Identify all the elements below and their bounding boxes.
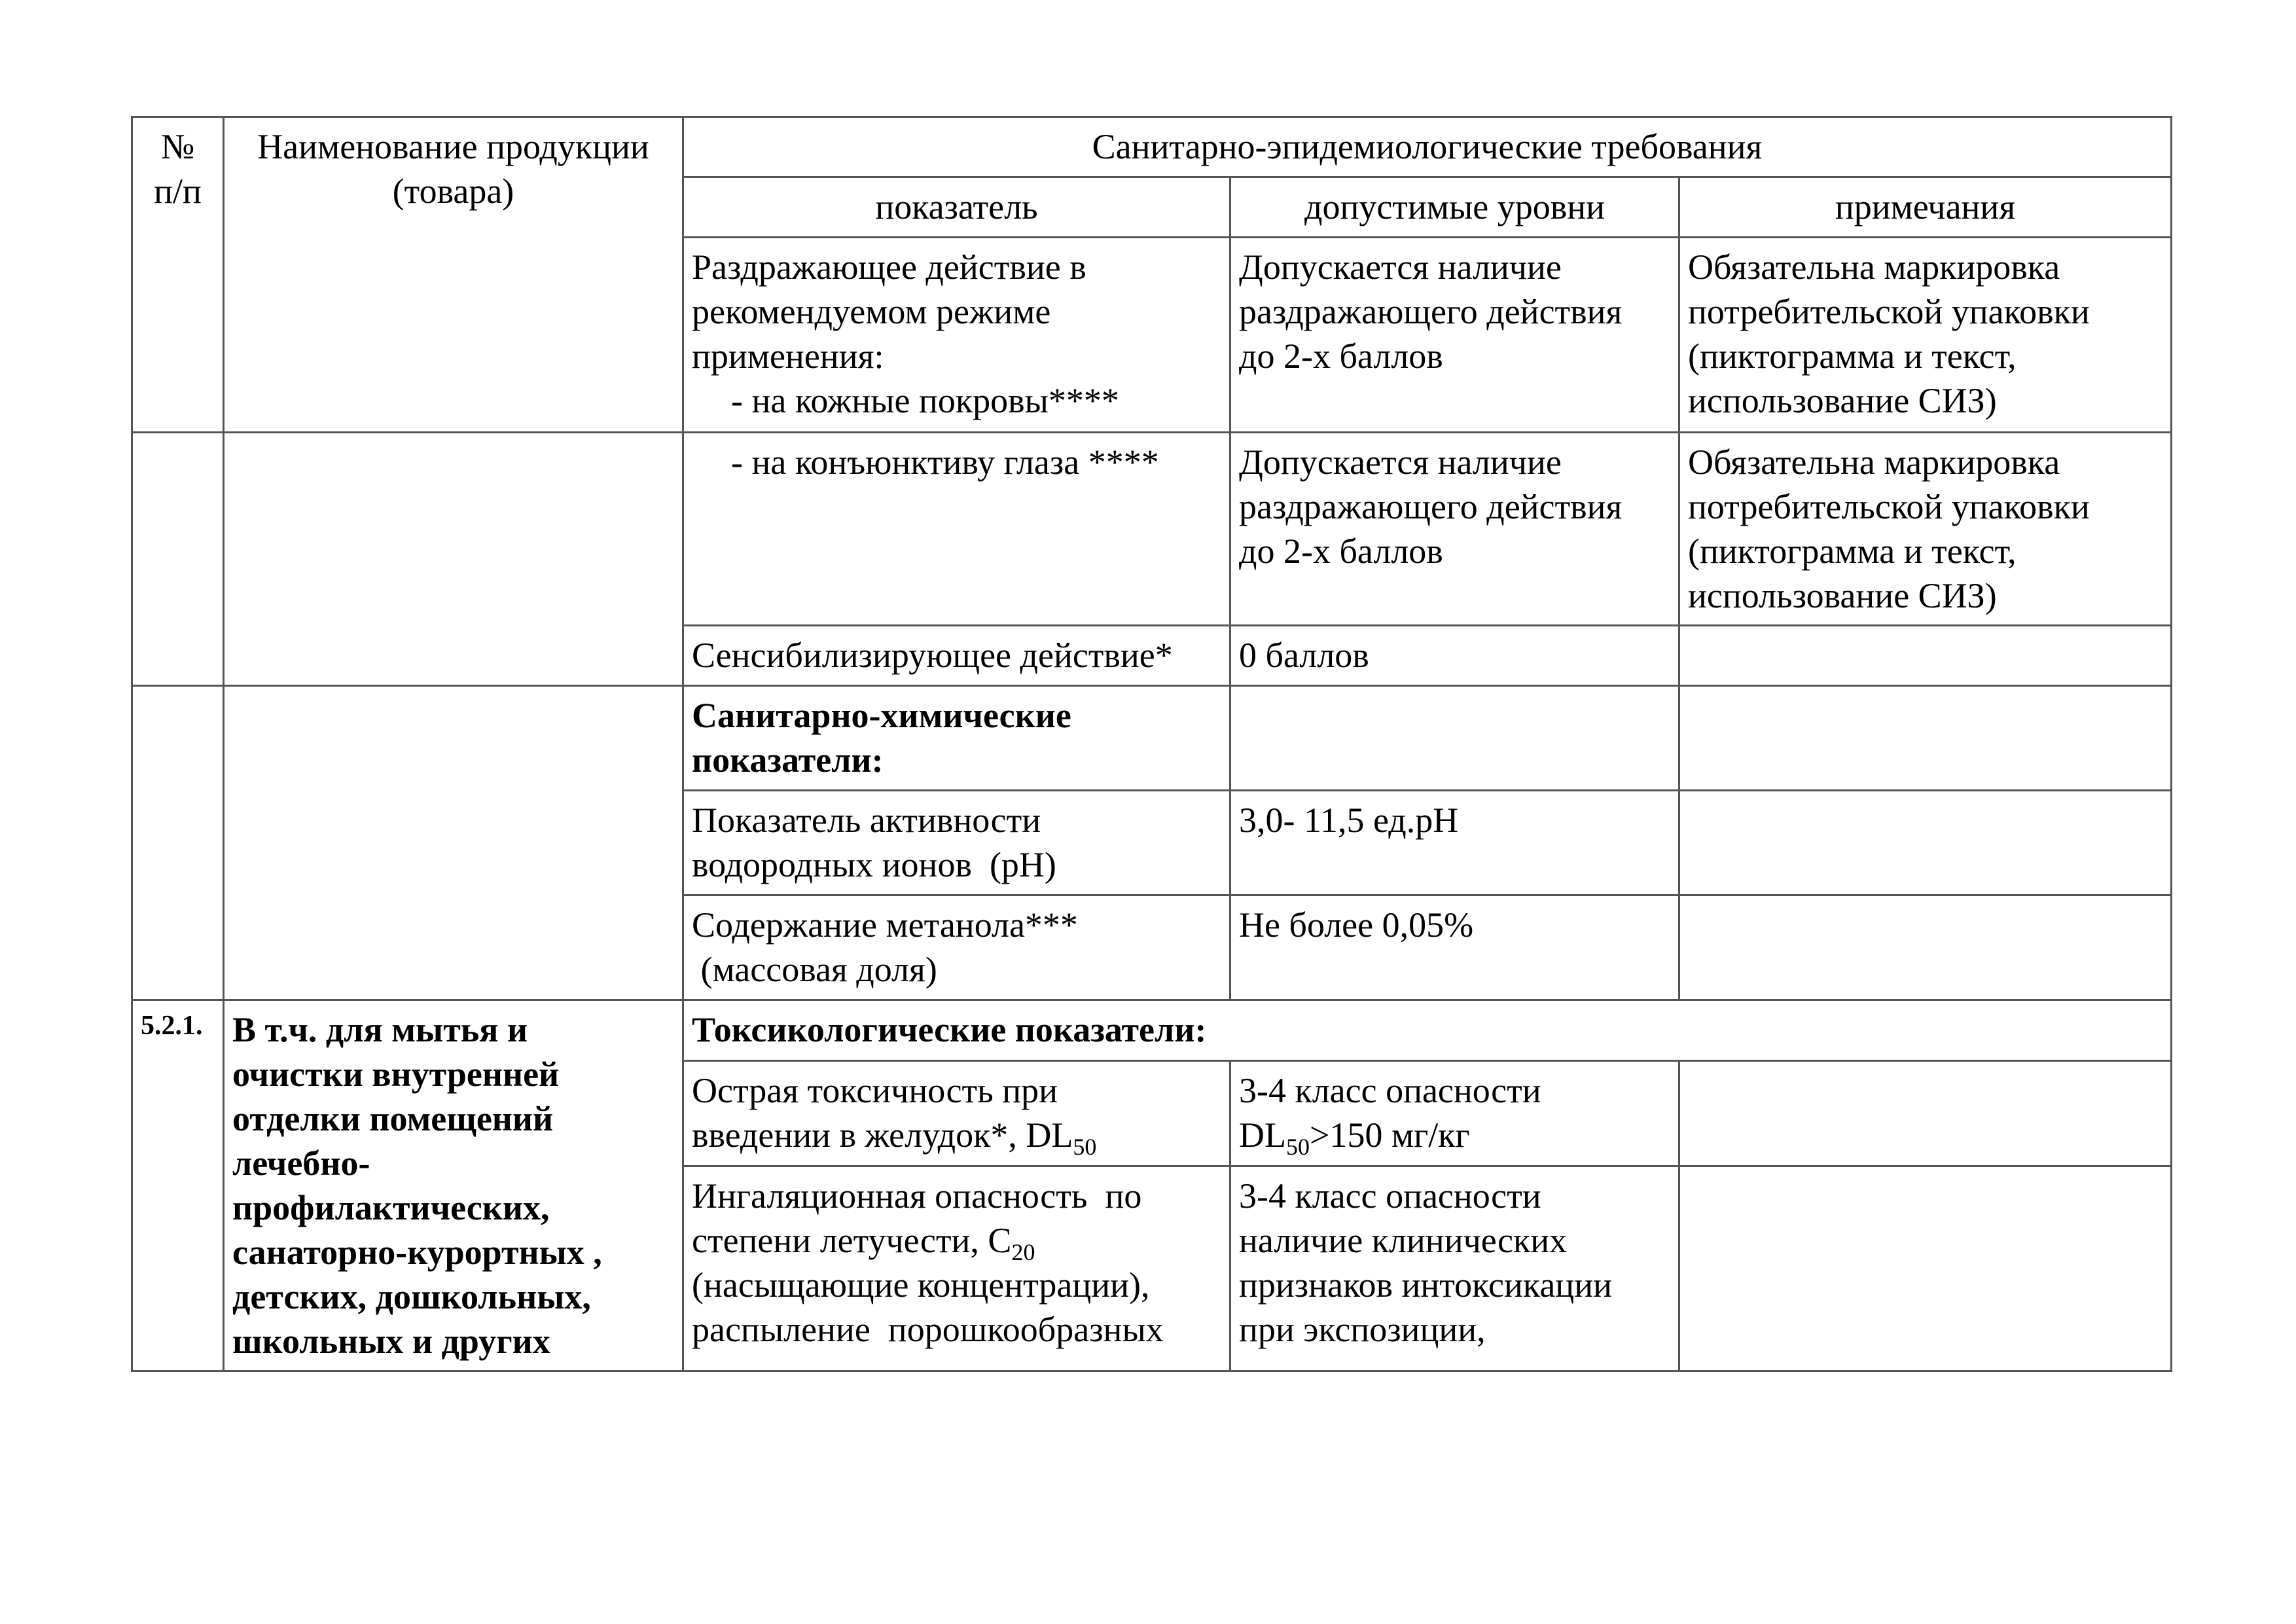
indicator-cell <box>683 1060 1230 1166</box>
notes-cell <box>1679 238 2172 433</box>
text-line: Содержание метанола*** <box>692 905 1078 945</box>
text-line: профилактических, <box>232 1188 550 1227</box>
requirements-header: Санитарно-эпидемиологические требования <box>683 117 2172 177</box>
text-line: (пиктограмма и текст, <box>1688 336 2017 376</box>
notes-cell <box>1679 433 2172 626</box>
text-line: Острая токсичность при <box>692 1070 1058 1110</box>
section-heading: Токсикологические показатели: <box>683 1000 2172 1061</box>
text-line: детских, дошкольных, <box>232 1277 591 1316</box>
product-cell <box>224 433 683 686</box>
text-line: отделки помещений <box>232 1099 554 1138</box>
text-line: потребительской упаковки <box>1688 487 2090 526</box>
subscript: 50 <box>1073 1133 1097 1160</box>
number-sign: № <box>160 127 195 166</box>
text-line: Допускается наличие <box>1239 442 1562 482</box>
product-cell <box>224 686 683 1000</box>
text-line: Раздражающее действие в <box>692 247 1086 287</box>
indicator-cell <box>683 791 1230 895</box>
requirements-table <box>131 116 2172 1372</box>
text-line: применения: <box>692 336 884 376</box>
text-line: - на конъюнктиву глаза **** <box>731 442 1159 482</box>
text-line: 3-4 класс опасности <box>1239 1176 1541 1216</box>
number-column-header <box>132 117 224 433</box>
text-line: водородных ионов (рН) <box>692 845 1056 884</box>
table-row <box>132 433 2172 626</box>
number-cell: 5.2.1. <box>132 1000 224 1371</box>
subscript: 50 <box>1285 1133 1310 1160</box>
text-line: Обязательна маркировка <box>1688 247 2060 287</box>
notes-cell <box>1679 1060 2172 1166</box>
text-line: рекомендуемом режиме <box>692 292 1051 331</box>
number-abbrev: п/п <box>154 171 202 211</box>
levels-cell: 0 баллов <box>1230 626 1679 686</box>
number-cell <box>132 686 224 1000</box>
text-fragment: степени летучести, С <box>692 1220 1012 1260</box>
text-line: признаков интоксикации <box>1239 1265 1613 1305</box>
levels-cell: 3,0- 11,5 ед.рН <box>1230 791 1679 895</box>
text-line: потребительской упаковки <box>1688 292 2090 331</box>
text-line: распыление порошкообразных <box>692 1309 1164 1349</box>
text-line: раздражающего действия <box>1239 292 1623 331</box>
text-line: (насыщающие концентрации), <box>692 1265 1150 1305</box>
levels-cell <box>1230 1060 1679 1166</box>
header-row-1 <box>132 117 2172 177</box>
text-line: школьных и других <box>232 1322 550 1361</box>
text-line: использование СИЗ) <box>1688 576 1997 615</box>
product-cell <box>224 1000 683 1371</box>
text-line: Санитарно-химические <box>692 696 1071 735</box>
text-line: Допускается наличие <box>1239 247 1562 287</box>
text-line: показатели: <box>692 740 884 780</box>
text-line: В т.ч. для мытья и <box>232 1010 528 1049</box>
text-fragment: введении в желудок*, DL <box>692 1115 1073 1155</box>
text-line: до 2-х баллов <box>1239 532 1443 571</box>
text-line: Обязательна маркировка <box>1688 442 2060 482</box>
indicator-cell <box>683 433 1230 626</box>
text-line <box>692 1113 1221 1160</box>
indicator-header: показатель <box>683 177 1230 238</box>
text-line: раздражающего действия <box>1239 487 1623 526</box>
text-line: санаторно-курортных , <box>232 1233 602 1272</box>
levels-cell <box>1230 433 1679 626</box>
text-line: очистки внутренней <box>232 1055 560 1094</box>
table-row <box>132 1000 2172 1061</box>
text-line: до 2-х баллов <box>1239 336 1443 376</box>
levels-cell: Не более 0,05% <box>1230 895 1679 1000</box>
notes-cell <box>1679 1166 2172 1371</box>
text-line: использование СИЗ) <box>1688 381 1997 420</box>
product-header-line1: Наименование продукции <box>257 127 649 166</box>
notes-cell <box>1679 895 2172 1000</box>
text-line: - на кожные покровы**** <box>731 381 1119 420</box>
notes-cell <box>1679 626 2172 686</box>
text-line: 3-4 класс опасности <box>1239 1070 1541 1110</box>
notes-cell <box>1679 686 2172 791</box>
levels-cell <box>1230 1166 1679 1371</box>
product-header-line2: (товара) <box>392 171 514 211</box>
levels-header: допустимые уровни <box>1230 177 1679 238</box>
text-fragment: >150 мг/кг <box>1309 1115 1470 1155</box>
indicator-cell <box>683 238 1230 433</box>
indicator-cell <box>683 895 1230 1000</box>
text-line: (массовая доля) <box>692 950 937 989</box>
text-line: Ингаляционная опасность по <box>692 1176 1142 1216</box>
notes-header: примечания <box>1679 177 2172 238</box>
text-line: наличие клинических <box>1239 1220 1568 1260</box>
text-line: лечебно- <box>232 1144 370 1183</box>
text-line: при экспозиции, <box>1239 1309 1486 1349</box>
levels-cell <box>1230 686 1679 791</box>
text-line <box>1239 1113 1670 1160</box>
text-line <box>692 1218 1221 1263</box>
table-row <box>132 686 2172 791</box>
text-line: (пиктограмма и текст, <box>1688 532 2017 571</box>
section-heading <box>683 686 1230 791</box>
notes-cell <box>1679 791 2172 895</box>
text-line: Показатель активности <box>692 801 1041 840</box>
product-column-header <box>224 117 683 433</box>
indicator-cell: Сенсибилизирующее действие* <box>683 626 1230 686</box>
number-cell <box>132 433 224 686</box>
levels-cell <box>1230 238 1679 433</box>
indicator-cell <box>683 1166 1230 1371</box>
subscript: 20 <box>1011 1238 1035 1265</box>
text-fragment: DL <box>1239 1115 1286 1155</box>
